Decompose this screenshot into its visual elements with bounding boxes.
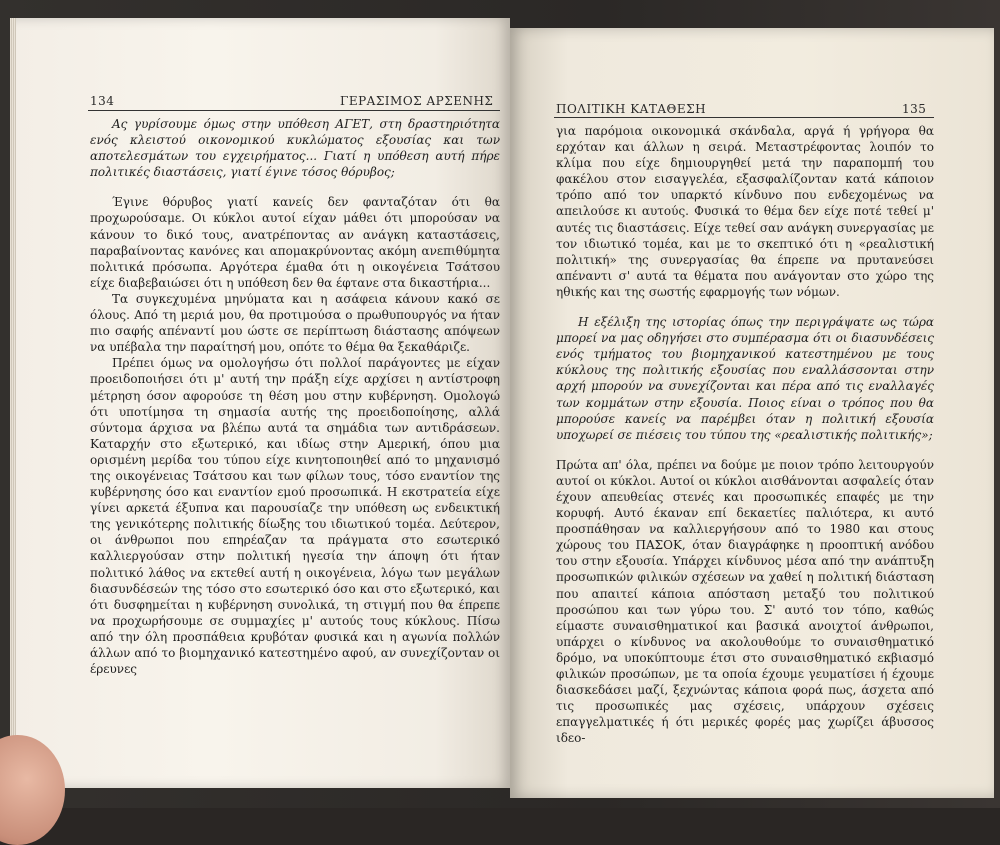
left-question: Ας γυρίσουμε όμως στην υπόθεση ΑΓΕΤ, στη δραστηριότητα ενός κλειστού οικονομικού κυκλώματος εξουσίας και των αποτελεσμάτων του εγχειρήματος... Γιατί η υπόθεση αυτή πήρε πολιτικές διαστάσεις, γιατί έγινε τόσος θόρυβος; [90,117,500,180]
left-page [10,18,510,788]
left-header-rule [88,110,500,111]
left-paragraph-2: Τα συγκεχυμένα μηνύματα και η ασάφεια κάνουν κακό σε όλους. Από τη μεριά μου, θα προτιμούσα ο πρωθυπουργός να ήταν πιο σαφής απέναντί μου ώστε σε περίπτωση διάστασης απόψεων να υπέβαλα την παραίτησή μου, οπότε το θέμα θα ξεκαθάριζε. [90,291,500,355]
right-header-rule [554,117,934,118]
right-page [510,28,994,798]
right-page-number: 135 [902,102,927,116]
left-paragraph-3: Πρέπει όμως να ομολογήσω ότι πολλοί παράγοντες με είχαν προειδοποιήσει ότι μ' αυτή την πράξη είχε αρχίσει η αντίστροφη μέτρηση όσον αφορούσε τη θέση μου στην κυβέρνηση. Ομολογώ ότι υποτίμησα τη σημασία αυτής της προειδοποίησης, αλλά σύντομα άρχισα να βλέπω αυτά τα σημάδια των αντιδράσεων. Καταρχήν στο εξωτερικό, και ιδίως στην Αμερική, όπου μια ορισμένη μερίδα του τύπου είχε κινητοποιηθεί από το μηχανισμό της οικογένειας Τσάτσου και των φίλων τους, τόσο εναντίον της κυβέρνησης όσο και εναντίον εμού προσωπικά. Η εκστρατεία είχε γίνει αρκετά έξυπνα και παρουσίαζε την υπόθεση ως ενδεικτική της γενικότερης πολιτικής δίωξης του ιδιωτικού τομέα. Δεύτερον, οι άνθρωποι που επηρέαζαν τα πράγματα στο εσωτερικό καλλιεργούσαν στην πολιτική ηγεσία την άποψη ότι ήταν πολιτικό λάθος να εκτεθεί αυτή η οικογένεια, λόγω των μεγάλων διασυνδέσεών της τόσο στο εσωτερικό όσο και στο εξωτερικό, και ότι δυσφημείται η κυβέρνηση συνολικά, τη στιγμή που θα έπρεπε να προχωρήσουμε σε συμμαχίες μ' αυτούς τους κύκλους. Πίσω από την όλη προσπάθεια κρυβόταν φυσικά και η αγωνία πολλών άλλων από το βιομηχανικό κατεστημένο αφού, αν συνεχίζονταν οι έρευνες [90,356,500,677]
right-continuation: για παρόμοια οικονομικά σκάνδαλα, αργά ή γρήγορα θα ερχόταν και άλλων η σειρά. Μεταστρέφοντας λοιπόν το κλίμα που είχε δημιουργηθεί μετά την παραπομπή του φακέλου στον εισαγγελέα, εξασφαλίζονταν κατά κάποιον τρόπο από τον υπαρκτό κίνδυνο που ενδεχομένως να απειλούσε κι αυτούς. Φυσικά το θέμα δεν είχε ποτέ τεθεί μ' αυτές τις διαστάσεις. Είχε τεθεί σαν ανάγκη συνεργασίας με τον ιδιωτικό τομέα, και με το σκεπτικό ότι η «ρεαλιστική πολιτική» της συνεργασίας θα έπρεπε να πρυτανεύσει απέναντι σ' αυτά τα θέματα που ανάγονταν στο χώρο της ηθικής και της σωστής εφαρμογής των νόμων. [556,124,934,299]
page-stack-edge [10,18,16,788]
right-page-body [556,123,934,791]
left-paragraph-1: Έγινε θόρυβος γιατί κανείς δεν φανταζόταν ότι θα προχωρούσαμε. Οι κύκλοι αυτοί είχαν μάθει ότι μπορούσαν να κάνουν το δικό τους, ανατρέποντας αν ανάγκη καταστάσεις, παραβαίνοντας κανόνες και απομακρύνοντας ακόμη ανεπιθύμητα πολιτικά πρόσωπα. Αργότερα έμαθα ότι η οικογένεια Τσάτσου είχε διαβεβαιώσει ότι η υπόθεση δεν θα έφτανε στα δικαστήρια... [90,195,500,290]
left-page-body [90,116,500,784]
right-answer: Πρώτα απ' όλα, πρέπει να δούμε με ποιον τρόπο λειτουργούν αυτοί οι κύκλοι. Αυτοί οι κύκλοι αισθάνονται ασφαλείς όταν έχουν απευθείας στενές και προσωπικές επαφές με την κορυφή. Αυτό έκαναν επί δεκαετίες παλιότερα, κι αυτό προσπάθησαν να καλλιεργήσουν από το 1980 και στους χώρους του ΠΑΣΟΚ, όταν διαγράφηκε η προοπτική ανόδου του στην εξουσία. Υπάρχει κίνδυνος μέσα από την ανάπτυξη προσωπικών φιλικών σχέσεων να χαθεί η πολιτική διάσταση που απαιτεί κάποια απόσταση μεταξύ του πολιτικού προσώπου και των γύρω του. Σ' αυτό τον τόπο, καθώς είμαστε συναισθηματικοί και βασικά ανοιχτοί άνθρωποι, υπάρχει ο κίνδυνος να ακολουθούμε το συναισθηματικό δρόμο, να υποκύπτουμε έτσι στο συναισθηματικό εκβιασμό φιλικών προσώπων, με τα οποία έχουμε γευματίσει ή έχουμε διασκεδάσει μαζί, ξεχνώντας κάποια φορά πως, άσχετα από τις προσωπικές μας σχέσεις, υπάρχουν σχέσεις επαγγελματικές ή ότι μερικές φορές μας χωρίζει άβυσσος ιδεο- [556,457,934,746]
left-running-head: ΓΕΡΑΣΙΜΟΣ ΑΡΣΕΝΗΣ [340,94,494,108]
left-page-number: 134 [90,94,115,108]
right-question: Η εξέλιξη της ιστορίας όπως την περιγράψατε ως τώρα μπορεί να μας οδηγήσει στο συμπέρασμα ότι οι διασυνδέσεις ενός τμήματος του βιομηχανικού κατεστημένου με τους κύκλους της πολιτικής εξουσίας που εναλλάσσονται στην αρχή μπορούν να συνεχίζονται και πέρα από τις εναλλαγές των κομμάτων στην εξουσία. Ποιος είναι ο τρόπος που θα μπορούσε κανείς να παρέμβει όταν η πολιτική εξουσία υποχωρεί σε πιέσεις του τύπου της «ρεαλιστικής πολιτικής»; [556,315,934,442]
right-running-head: ΠΟΛΙΤΙΚΗ ΚΑΤΑΘΕΣΗ [556,102,707,116]
